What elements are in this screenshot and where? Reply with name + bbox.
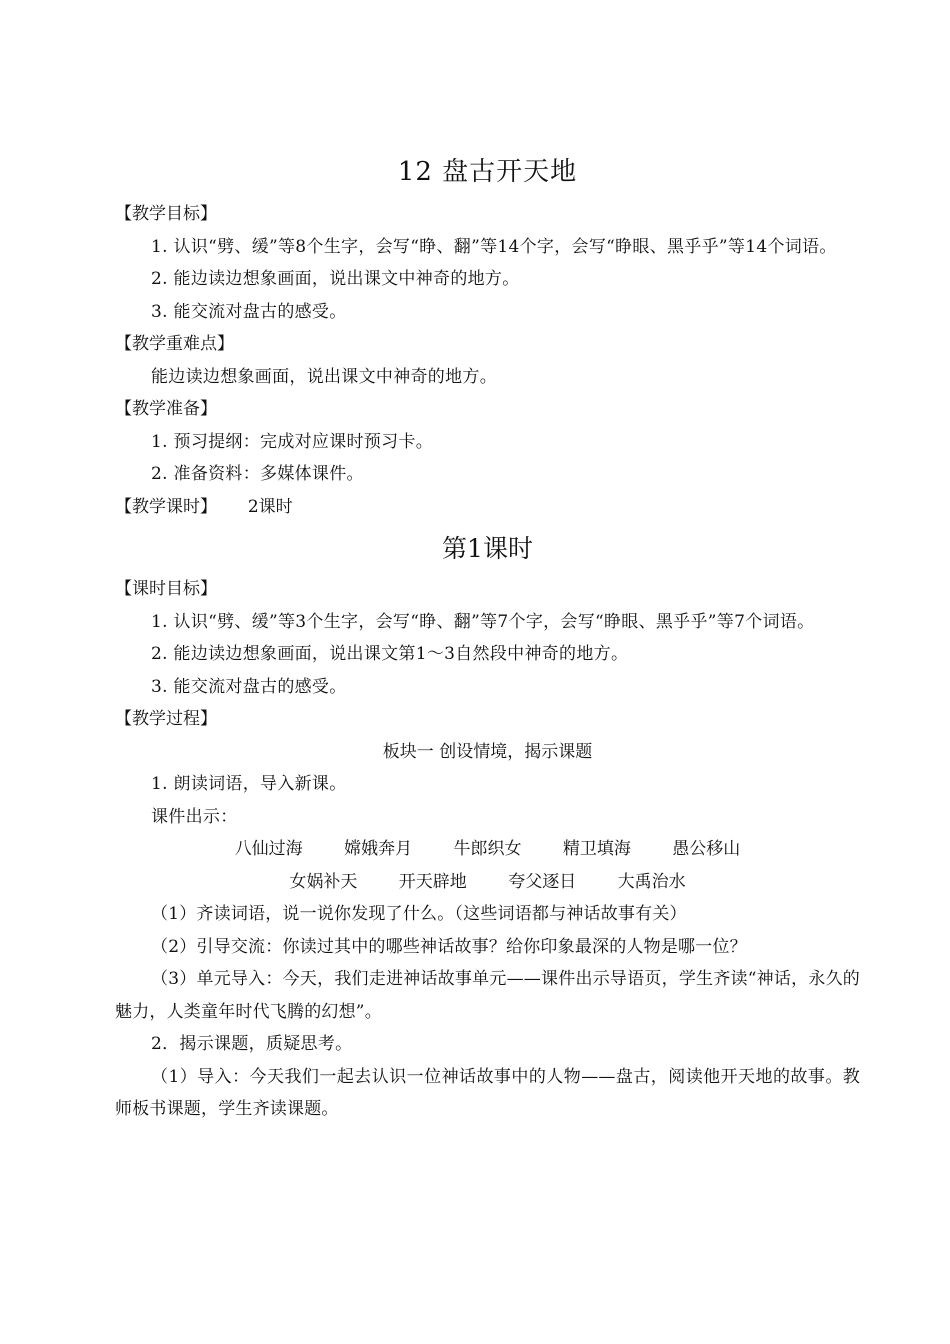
word-item: 开天辟地 bbox=[398, 871, 467, 892]
word-list-row-1 bbox=[115, 833, 860, 866]
courseware-label: 课件出示： bbox=[151, 806, 238, 827]
word-item: 夸父逐日 bbox=[508, 871, 577, 892]
lesson-goal-item: 2. 能边读边想象画面，说出课文第1～3自然段中神奇的地方。 bbox=[151, 644, 629, 664]
teaching-goal-item: 3. 能交流对盘古的感受。 bbox=[151, 301, 347, 322]
word-item: 愚公移山 bbox=[672, 839, 741, 859]
word-item: 女娲补天 bbox=[289, 871, 358, 892]
preparation-heading: 【教学准备】 bbox=[115, 399, 217, 419]
step-1: 1. 朗读词语，导入新课。 bbox=[151, 774, 347, 794]
sub-item: （1）导入：今天我们一起去认识一位神话故事中的人物——盘古，阅读他开天地的故事。教师板书课题，学生齐读课题。 bbox=[115, 1066, 860, 1119]
teaching-goal-item: 1. 认识“劈、缓”等8个生字，会写“睁、翻”等14个字，会写“睁眼、黑乎乎”等14个词语。 bbox=[151, 236, 837, 257]
key-points-heading: 【教学重难点】 bbox=[115, 334, 234, 354]
sub-item: （1）齐读词语，说一说你发现了什么。（这些词语都与神话故事有关） bbox=[151, 904, 687, 924]
lesson-1-title: 第1课时 bbox=[442, 534, 533, 563]
sub-item: （3）单元导入：今天，我们走进神话故事单元——课件出示导语页，学生齐读“神话，永久的魅力，人类童年时代飞腾的幻想”。 bbox=[115, 969, 860, 1022]
key-points-text: 能边读边想象画面，说出课文中神奇的地方。 bbox=[151, 366, 497, 387]
class-hours-line bbox=[115, 491, 860, 524]
document-title: 12 盘古开天地 bbox=[397, 157, 578, 187]
lesson-goals-heading: 【课时目标】 bbox=[115, 579, 217, 599]
word-item: 嫦娥奔月 bbox=[344, 839, 413, 859]
class-hours-value: 2课时 bbox=[247, 496, 293, 517]
preparation-item: 1. 预习提纲：完成对应课时预习卡。 bbox=[151, 431, 434, 452]
sub-item: （2）引导交流：你读过其中的哪些神话故事？给你印象最深的人物是哪一位？ bbox=[151, 936, 747, 957]
word-item: 精卫填海 bbox=[562, 839, 631, 859]
word-item: 大禹治水 bbox=[617, 871, 686, 892]
document-body bbox=[115, 150, 860, 1126]
preparation-item: 2. 准备资料：多媒体课件。 bbox=[151, 464, 364, 484]
step-2: 2．揭示课题，质疑思考。 bbox=[151, 1034, 353, 1054]
class-hours-heading: 【教学课时】 bbox=[115, 496, 217, 517]
block-1-title: 板块一 创设情境，揭示课题 bbox=[382, 741, 593, 762]
lesson-goal-item: 1. 认识“劈、缓”等3个生字，会写“睁、翻”等7个字，会写“睁眼、黑乎乎”等7个词语。 bbox=[151, 611, 815, 632]
lesson-goal-item: 3. 能交流对盘古的感受。 bbox=[151, 676, 347, 697]
teaching-goal-item: 2. 能边读边想象画面，说出课文中神奇的地方。 bbox=[151, 269, 520, 289]
word-item: 八仙过海 bbox=[234, 839, 303, 859]
teaching-process-heading: 【教学过程】 bbox=[115, 709, 217, 729]
word-list-row-2 bbox=[115, 866, 860, 899]
word-item: 牛郎织女 bbox=[453, 839, 522, 859]
teaching-goals-heading: 【教学目标】 bbox=[115, 204, 217, 224]
